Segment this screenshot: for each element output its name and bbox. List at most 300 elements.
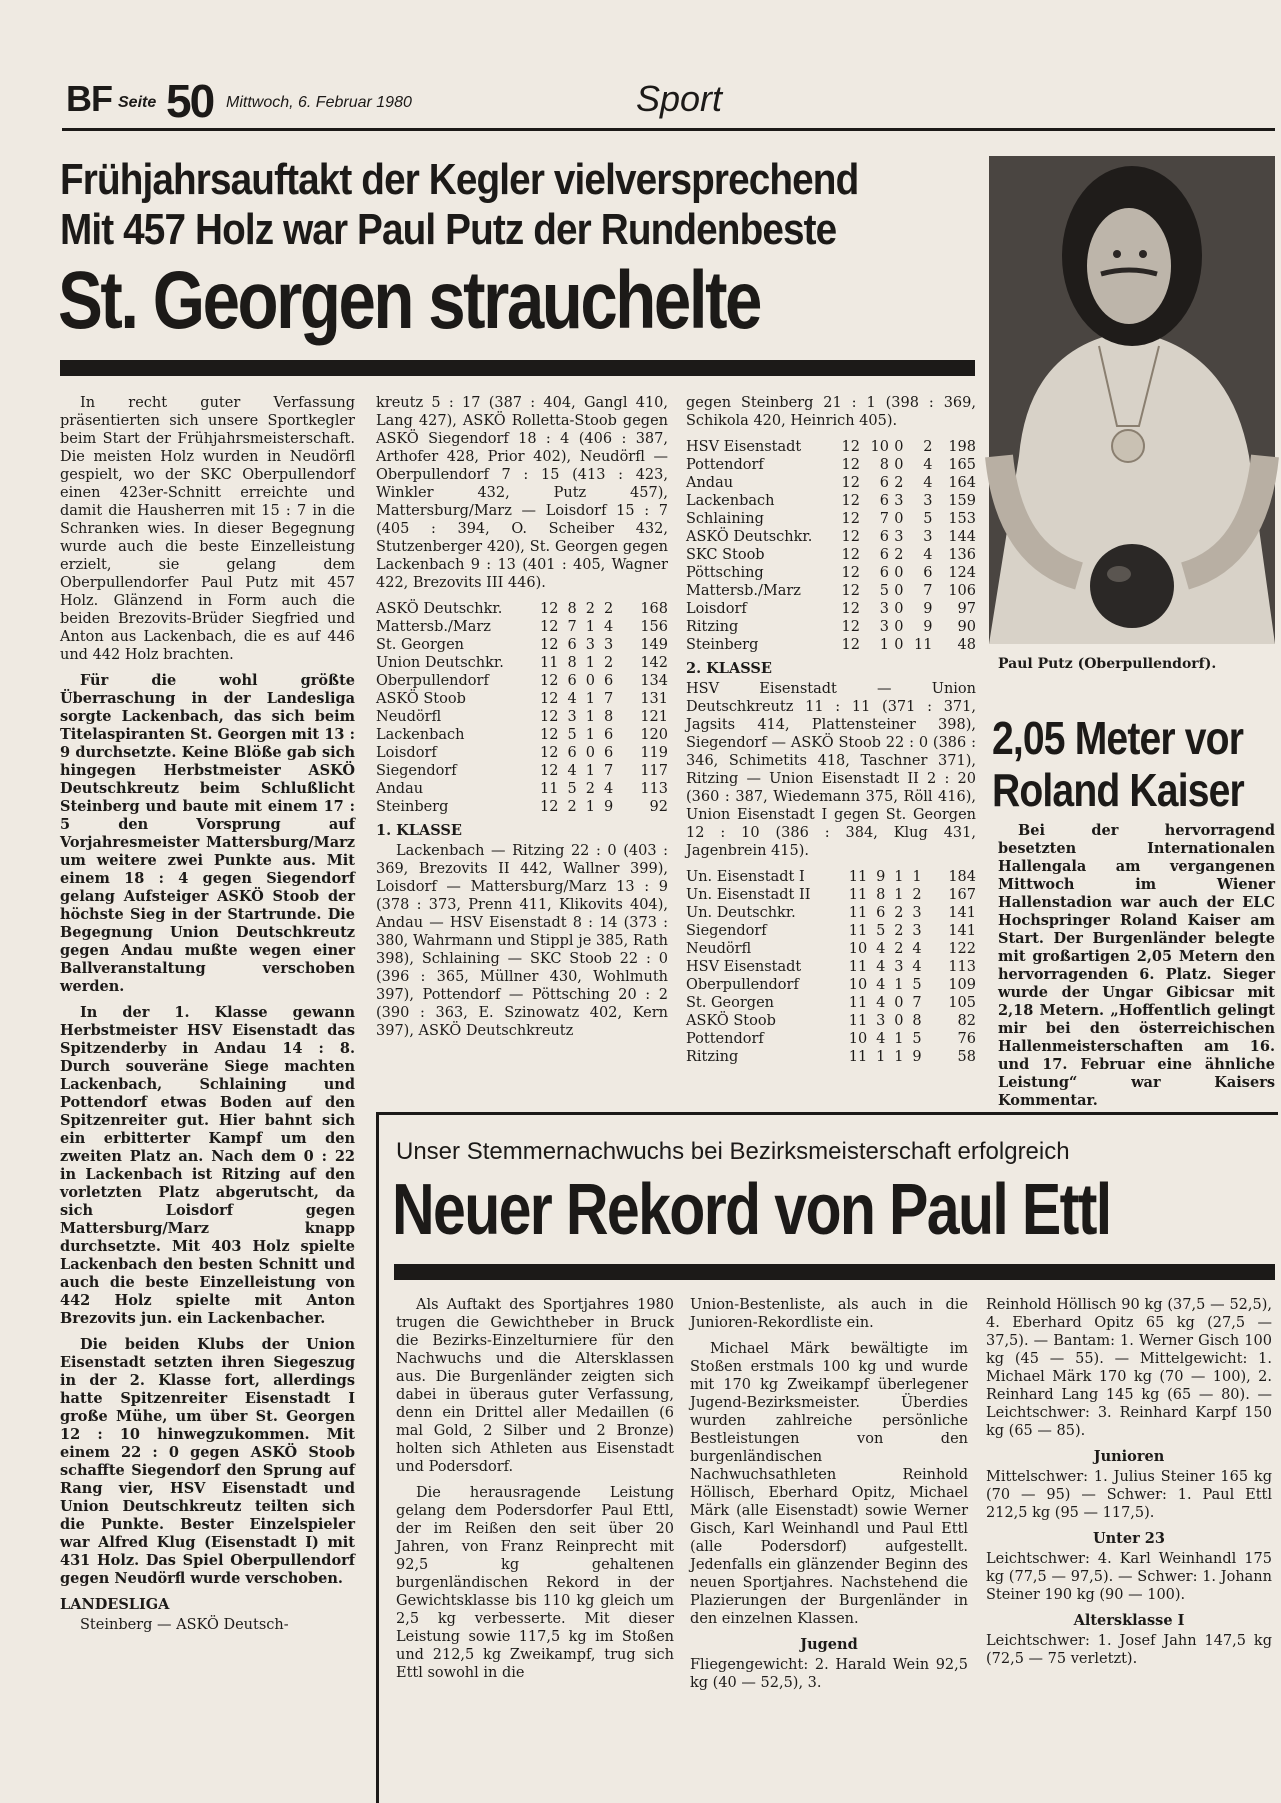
team-stat: 0 (585, 745, 595, 761)
bottom-col2-paragraph-2: Michael Märk bewältigte im Stoßen erstmals 100 kg und wurde mit 170 kg Zweikampf überlegener Jugend-Bezirksmeister. Überdies wurden zahlreiche persönliche Bestleistungen von den burgenländischen Nachwuchsathleten Reinhold Höllisch, Eberhard Opitz, Michael Märk (alle Eisenstadt) sowie Werner Gisch, Karl Weinhandl und Paul Ettl (alle Podersdorf) aufgestellt. Jedenfalls ein glänzender Beginn des neuen Sportjahres. Nachstehend die Plazierungen der Burgenländer in den einzelnen Klassen. (690, 1341, 968, 1627)
team-stat: 4 (923, 547, 933, 563)
team-stat: 92 (649, 799, 668, 815)
altersklasse-results: Leichtschwer: 1. Josef Jahn 147,5 kg (72,5 — 75 verletzt). (986, 1633, 1272, 1667)
standings-klasse2 (686, 868, 976, 1066)
team-name: Steinberg (686, 637, 759, 653)
team-stat: 6 (567, 745, 577, 761)
team-stat: 2 (894, 923, 904, 939)
team-stat: 5 (876, 923, 886, 939)
main-article-col3 (686, 394, 976, 1066)
col1-paragraph-2: Für die wohl größte Überraschung in der Landesliga sorgte Lackenbach, das sich beim Titelaspiranten St. Georgen mit 13 : 9 durchsetzte. Keine Blöße gab sich hingegen Herbstmeister ASKÖ Deutschkreutz beim Schlußlicht Steinberg und baute mit einem 17 : 5 den Vorsprung auf Vorjahresmeister Mattersburg/Marz um weitere zwei Punkte aus. Mit einem 18 : 4 gegen Siegendorf gelang Aufsteiger ASKÖ Stoob der höchste Sieg in der Startrunde. Die Begegnung Union Deutschkreutz gegen Andau mußte wegen einer Ballveranstaltung verschoben werden. (60, 672, 355, 995)
team-stat: 12 (540, 691, 559, 707)
standings-klasse1 (686, 438, 976, 654)
team-name: ASKÖ Stoob (686, 1013, 776, 1029)
team-stat: 8 (879, 457, 889, 473)
team-stat: 3 (923, 493, 933, 509)
team-stat: 119 (640, 745, 668, 761)
standings-row (686, 582, 976, 600)
team-stat: 2 (585, 781, 595, 797)
standings-row (376, 600, 668, 618)
main-article-col2 (376, 394, 668, 1048)
team-stat: 12 (841, 547, 860, 563)
team-stat: 9 (923, 619, 933, 635)
team-stat: 0 (894, 601, 904, 617)
headline-subtitles (60, 155, 859, 255)
team-stat: 2 (567, 799, 577, 815)
team-stat: 8 (604, 709, 614, 725)
team-name: Mattersb./Marz (376, 619, 491, 635)
team-stat: 12 (540, 745, 559, 761)
team-stat: 3 (567, 709, 577, 725)
team-stat: 3 (585, 637, 595, 653)
team-name: Loisdorf (376, 745, 437, 761)
team-stat: 3 (923, 529, 933, 545)
team-stat: 120 (640, 727, 668, 743)
team-stat: 0 (894, 995, 904, 1011)
team-stat: 6 (879, 529, 889, 545)
team-name: Oberpullendorf (376, 673, 489, 689)
jugend-heading: Jugend (800, 1636, 858, 1653)
standings-row (686, 546, 976, 564)
col2-paragraph-1: kreutz 5 : 17 (387 : 404, Gangl 410, Lang 427), ASKÖ Rolletta-Stoob gegen ASKÖ Siegendorf 18 : 4 (406 : 387, Arthofer 428, Prior 402), Neudörfl — Oberpullendorf 7 : 15 (413 : 423, Winkler 432, Putz 457), Mattersburg/Marz — Loisdorf 15 : 7 (405 : 394, O. Scheiber 432, Stutzenberger 420), St. Georgen gegen Lackenbach 9 : 13 (401 : 405, Wagner 422, Brezovits III 446). (376, 395, 668, 591)
side-headline-line1: 2,05 Meter vor (992, 712, 1244, 764)
team-stat: 12 (540, 763, 559, 779)
standings-row (686, 456, 976, 474)
team-stat: 12 (540, 799, 559, 815)
team-stat: 0 (894, 565, 904, 581)
team-stat: 48 (957, 637, 976, 653)
section-title: Sport (636, 78, 723, 119)
team-name: Andau (686, 475, 734, 491)
team-stat: 11 (848, 1013, 868, 1029)
bottom-col1 (396, 1296, 674, 1690)
standings-row (376, 708, 668, 726)
team-name: Loisdorf (686, 601, 747, 617)
team-stat: 113 (640, 781, 668, 797)
standings-row (686, 492, 976, 510)
standings-row (376, 726, 668, 744)
photo-caption: Paul Putz (Oberpullendorf). (998, 656, 1217, 672)
team-stat: 6 (923, 565, 933, 581)
team-stat: 113 (948, 959, 976, 975)
standings-row (686, 922, 976, 940)
team-stat: 11 (540, 781, 559, 797)
col1-paragraph-1: In recht guter Verfassung präsentierten sich unsere Sportkegler beim Start der Frühjahrsmeisterschaft. Die meisten Holz wurden in Neudörfl gespielt, wo der SKC Oberpullendorf einen 423er-Schnitt erreichte und damit die Hausherren mit 15 : 7 in die Schranken wies. In dieser Begegnung wurde auch die beste Einzelleistung erzielt, sie gelang dem Oberpullendorfer Paul Putz mit 457 Holz. Glänzend in Form auch die beiden Brezovits-Brüder Siegfried und Anton aus Lackenbach, die es auf 446 und 442 Holz brachten. (60, 395, 355, 663)
team-stat: 1 (912, 869, 922, 885)
team-stat: 12 (540, 637, 559, 653)
standings-row (686, 1048, 976, 1066)
main-article-col1 (60, 394, 355, 1642)
newspaper-logo: BF (66, 78, 112, 119)
team-stat: 12 (841, 511, 860, 527)
side-headline (992, 712, 1244, 816)
unter23-heading: Unter 23 (1093, 1530, 1165, 1547)
team-stat: 3 (879, 619, 889, 635)
bottom-col3-results: Reinhold Höllisch 90 kg (37,5 — 52,5), 4. Eberhard Opitz 65 kg (27,5 — 37,5). — Bantam: 1. Werner Gisch 100 kg (45 — 55). — Mittelgewicht: 1. Michael Märk 170 kg (70 — 100), 2. Reinhard Lang 145 kg (65 — 80). — Leichtschwer: 3. Reinhard Karpf 150 kg (65 — 85). (986, 1297, 1272, 1439)
main-headline: St. Georgen strauchelte (58, 255, 760, 346)
team-stat: 4 (876, 977, 886, 993)
team-stat: 156 (640, 619, 668, 635)
team-name: Siegendorf (376, 763, 457, 779)
team-stat: 10 (848, 941, 868, 957)
team-stat: 105 (948, 995, 976, 1011)
team-stat: 5 (879, 583, 889, 599)
standings-row (376, 672, 668, 690)
team-stat: 5 (567, 781, 577, 797)
standings-row (376, 654, 668, 672)
team-name: Pottendorf (686, 457, 764, 473)
team-stat: 1 (894, 887, 904, 903)
col3-paragraph-2: HSV Eisenstadt — Union Deutschkreutz 11 : 11 (371 : 371, Jagsits 414, Plattensteiner 398), Siegendorf — ASKÖ Stoob 22 : 0 (386 : 346, Schimetits 418, Taschner 371), Ritzing — Union Eisenstadt II 2 : 20 (360 : 387, Wiedemann 375, Röll 416), Union Eisenstadt I gegen St. Georgen 12 : 10 (386 : 384, Klug 431, Jagenbrein 415). (686, 681, 976, 859)
team-stat: 11 (848, 995, 868, 1011)
team-stat: 12 (540, 619, 559, 635)
standings-row (686, 904, 976, 922)
standings-landesliga (376, 600, 668, 816)
standings-row (686, 994, 976, 1012)
team-stat: 6 (879, 565, 889, 581)
page-number: 50 (166, 75, 214, 127)
issue-date: Mittwoch, 6. Februar 1980 (226, 94, 412, 111)
team-stat: 7 (923, 583, 933, 599)
standings-row (686, 958, 976, 976)
junioren-heading: Junioren (1093, 1448, 1165, 1465)
team-name: Siegendorf (686, 923, 767, 939)
team-stat: 8 (876, 887, 886, 903)
headline-line1: Frühjahrsauftakt der Kegler vielversprechend (60, 155, 859, 204)
page-label: Seite (118, 94, 157, 111)
team-stat: 82 (957, 1013, 976, 1029)
team-stat: 2 (894, 905, 904, 921)
standings-row (686, 600, 976, 618)
team-stat: 6 (879, 493, 889, 509)
standings-row (686, 564, 976, 582)
team-name: St. Georgen (686, 995, 775, 1011)
portrait-illustration (989, 156, 1275, 644)
team-stat: 165 (948, 457, 976, 473)
standings-row (376, 744, 668, 762)
team-name: Union Deutschkr. (376, 655, 504, 671)
team-stat: 7 (604, 763, 614, 779)
team-stat: 4 (604, 781, 614, 797)
team-name: Oberpullendorf (686, 977, 799, 993)
klasse2-heading: 2. KLASSE (686, 660, 772, 677)
team-stat: 1 (894, 1049, 904, 1065)
team-stat: 76 (957, 1031, 976, 1047)
team-stat: 12 (841, 565, 860, 581)
team-stat: 1 (585, 727, 595, 743)
team-stat: 168 (640, 601, 668, 617)
team-name: Un. Deutschkr. (686, 905, 796, 921)
team-stat: 4 (923, 475, 933, 491)
team-name: Schlaining (686, 511, 764, 527)
team-stat: 134 (640, 673, 668, 689)
team-name: ASKÖ Stoob (376, 691, 466, 707)
headline-rule (60, 360, 975, 376)
team-stat: 3 (912, 923, 922, 939)
team-name: ASKÖ Deutschkr. (376, 601, 503, 617)
team-stat: 0 (894, 439, 904, 455)
team-stat: 9 (876, 869, 886, 885)
team-stat: 184 (948, 869, 976, 885)
team-stat: 0 (894, 511, 904, 527)
team-stat: 6 (604, 673, 614, 689)
team-stat: 0 (585, 673, 595, 689)
team-stat: 8 (567, 655, 577, 671)
team-stat: 10 (848, 1031, 868, 1047)
bottom-kicker: Unser Stemmernachwuchs bei Bezirksmeisterschaft erfolgreich (396, 1138, 1070, 1165)
team-stat: 0 (894, 637, 904, 653)
standings-row (376, 618, 668, 636)
team-stat: 2 (912, 887, 922, 903)
unter23-results: Leichtschwer: 4. Karl Weinhandl 175 kg (77,5 — 97,5). — Schwer: 1. Johann Steiner 190 kg (90 — 100). (986, 1551, 1272, 1603)
team-stat: 8 (567, 601, 577, 617)
team-stat: 6 (567, 673, 577, 689)
landesliga-heading: LANDESLIGA (60, 1596, 170, 1613)
team-stat: 12 (841, 475, 860, 491)
team-name: Mattersb./Marz (686, 583, 801, 599)
team-stat: 4 (876, 1031, 886, 1047)
team-stat: 1 (585, 763, 595, 779)
standings-row (686, 886, 976, 904)
standings-row (686, 438, 976, 456)
team-stat: 7 (567, 619, 577, 635)
team-name: Lackenbach (376, 727, 465, 743)
team-stat: 12 (841, 619, 860, 635)
team-name: Un. Eisenstadt I (686, 869, 805, 885)
standings-row (376, 780, 668, 798)
team-stat: 0 (894, 583, 904, 599)
team-stat: 12 (841, 457, 860, 473)
team-stat: 1 (585, 655, 595, 671)
team-stat: 6 (876, 905, 886, 921)
team-stat: 11 (848, 923, 868, 939)
team-stat: 90 (957, 619, 976, 635)
team-stat: 136 (948, 547, 976, 563)
masthead-rule (62, 128, 1275, 131)
team-stat: 4 (912, 941, 922, 957)
junioren-results: Mittelschwer: 1. Julius Steiner 165 kg (70 — 95) — Schwer: 1. Paul Ettl 212,5 kg (95 — 117,5). (986, 1469, 1272, 1521)
team-stat: 2 (604, 601, 614, 617)
team-stat: 3 (894, 493, 904, 509)
team-stat: 12 (841, 493, 860, 509)
bottom-col1-paragraph-1: Als Auftakt des Sportjahres 1980 trugen die Gewichtheber in Bruck die Bezirks-Einzelturniere für den Nachwuchs und die Altersklassen aus. Die Burgenländer zeigten sich dabei in überaus guter Verfassung, denn ein Drittel aller Medaillen (6 mal Gold, 2 Silber und 2 Bronze) holten sich Athleten aus Eisenstadt und Podersdorf. (396, 1297, 674, 1475)
team-stat: 4 (567, 763, 577, 779)
team-stat: 11 (540, 655, 559, 671)
team-stat: 10 (870, 439, 889, 455)
klasse1-heading: 1. KLASSE (376, 822, 462, 839)
team-name: St. Georgen (376, 637, 465, 653)
team-stat: 5 (912, 1031, 922, 1047)
team-stat: 2 (604, 655, 614, 671)
team-stat: 109 (948, 977, 976, 993)
team-stat: 0 (894, 457, 904, 473)
team-stat: 124 (948, 565, 976, 581)
standings-row (686, 1030, 976, 1048)
team-stat: 142 (640, 655, 668, 671)
team-stat: 6 (604, 745, 614, 761)
team-name: Andau (376, 781, 424, 797)
team-stat: 5 (912, 977, 922, 993)
team-stat: 12 (540, 709, 559, 725)
standings-row (686, 474, 976, 492)
team-stat: 5 (567, 727, 577, 743)
team-stat: 0 (894, 1013, 904, 1029)
col3-paragraph-1: gegen Steinberg 21 : 1 (398 : 369, Schikola 420, Heinrich 405). (686, 395, 976, 429)
bottom-col2-paragraph-1: Union-Bestenliste, als auch in die Junioren-Rekordliste ein. (690, 1297, 968, 1331)
bottom-col2 (690, 1296, 968, 1700)
col2-paragraph-2: Lackenbach — Ritzing 22 : 0 (403 : 369, Brezovits II 442, Wallner 399), Loisdorf — Mattersburg/Marz 13 : 9 (378 : 373, Prenn 411, Klikovits 404), Andau — HSV Eisenstadt 8 : 14 (373 : 380, Wahrmann und Stippl je 385, Rath 398), Schlaining — SKC Stoob 22 : 0 (396 : 365, Müllner 430, Wohlmuth 397), Pottendorf — Pöttsching 20 : 2 (390 : 363, E. Szinowatz 402, Kern 397), ASKÖ Deutschkreutz (376, 843, 668, 1039)
team-stat: 164 (948, 475, 976, 491)
team-stat: 6 (879, 475, 889, 491)
team-stat: 11 (848, 887, 868, 903)
team-stat: 1 (585, 619, 595, 635)
altersklasse-heading: Altersklasse I (1073, 1612, 1185, 1629)
team-stat: 1 (585, 691, 595, 707)
team-stat: 159 (948, 493, 976, 509)
standings-row (686, 940, 976, 958)
team-stat: 9 (604, 799, 614, 815)
team-stat: 121 (640, 709, 668, 725)
team-stat: 12 (540, 673, 559, 689)
bottom-headline-rule (394, 1264, 1275, 1280)
side-headline-line2: Roland Kaiser (992, 764, 1244, 816)
team-stat: 167 (948, 887, 976, 903)
team-stat: 4 (876, 941, 886, 957)
side-article-body (998, 822, 1275, 1109)
team-stat: 12 (841, 583, 860, 599)
team-stat: 58 (957, 1049, 976, 1065)
standings-row (686, 528, 976, 546)
jugend-results: Fliegengewicht: 2. Harald Wein 92,5 kg (40 — 52,5), 3. (690, 1657, 968, 1691)
team-stat: 3 (604, 637, 614, 653)
team-stat: 4 (923, 457, 933, 473)
team-stat: 4 (912, 959, 922, 975)
photo-paul-putz (989, 156, 1275, 644)
standings-row (686, 1012, 976, 1030)
team-name: HSV Eisenstadt (686, 959, 802, 975)
team-stat: 7 (879, 511, 889, 527)
team-name: Pottendorf (686, 1031, 764, 1047)
standings-row (376, 798, 668, 816)
team-stat: 12 (841, 439, 860, 455)
team-name: ASKÖ Deutschkr. (686, 529, 813, 545)
team-stat: 2 (894, 475, 904, 491)
standings-row (376, 636, 668, 654)
team-name: Lackenbach (686, 493, 775, 509)
team-name: Un. Eisenstadt II (686, 887, 811, 903)
standings-row (686, 636, 976, 654)
team-name: Steinberg (376, 799, 449, 815)
team-stat: 122 (948, 941, 976, 957)
team-stat: 1 (585, 709, 595, 725)
team-stat: 12 (841, 529, 860, 545)
standings-row (686, 510, 976, 528)
headline-line2: Mit 457 Holz war Paul Putz der Rundenbeste (60, 205, 837, 254)
team-stat: 3 (894, 529, 904, 545)
col1-paragraph-4: Die beiden Klubs der Union Eisenstadt setzten ihren Siegeszug in der 2. Klasse fort, allerdings hatte Spitzenreiter Eisenstadt I große Mühe, um über St. Georgen 12 : 10 hinwegzukommen. Mit einem 22 : 0 gegen ASKÖ Stoob schaffte Siegendorf den Sprung auf Rang vier, HSV Eisenstadt und Union Deutschkreutz teilten sich die Punkte. Bester Einzelspieler war Alfred Klug (Eisenstadt I) mit 431 Holz. Das Spiel Oberpullendorf gegen Neudörfl wurde verschoben. (60, 1336, 355, 1587)
team-stat: 1 (894, 1031, 904, 1047)
col1-paragraph-3: In der 1. Klasse gewann Herbstmeister HSV Eisenstadt das Spitzenderby in Andau 14 : 8. Durch souveräne Siege machten Lackenbach, Schlaining und Pottendorf etwas Boden auf den Spitzenreiter gut. Hier bahnt sich ein erbitterter Kampf um den zweiten Platz an. Nach dem 0 : 22 in Lackenbach ist Ritzing auf den vorletzten Platz abgerutscht, da sich Loisdorf gegen Mattersburg/Marz knapp durchsetzte. Mit 403 Holz spielte Lackenbach den besten Schnitt und auch die beste Einzelleistung von 442 Holz spielte mit Anton Brezovits jun. ein Lackenbacher. (60, 1004, 355, 1327)
team-stat: 149 (640, 637, 668, 653)
team-stat: 4 (604, 619, 614, 635)
masthead (66, 72, 1281, 127)
team-stat: 3 (879, 601, 889, 617)
standings-row (686, 618, 976, 636)
bottom-headline: Neuer Rekord von Paul Ettl (392, 1170, 1111, 1250)
team-stat: 97 (957, 601, 976, 617)
team-stat: 6 (567, 637, 577, 653)
team-stat: 4 (876, 995, 886, 1011)
team-stat: 1 (894, 977, 904, 993)
team-stat: 0 (894, 619, 904, 635)
team-stat: 11 (848, 959, 868, 975)
team-stat: 10 (848, 977, 868, 993)
team-stat: 3 (912, 905, 922, 921)
team-stat: 2 (894, 941, 904, 957)
team-name: Ritzing (686, 1049, 739, 1065)
team-stat: 198 (948, 439, 976, 455)
team-stat: 3 (876, 1013, 886, 1029)
team-stat: 1 (876, 1049, 886, 1065)
team-name: SKC Stoob (686, 547, 765, 563)
team-stat: 5 (923, 511, 933, 527)
team-name: Neudörfl (376, 709, 442, 725)
team-stat: 12 (841, 601, 860, 617)
col1-paragraph-5: Steinberg — ASKÖ Deutsch- (80, 1617, 289, 1633)
standings-row (686, 976, 976, 994)
team-name: HSV Eisenstadt (686, 439, 802, 455)
team-stat: 2 (923, 439, 933, 455)
team-name: Pöttsching (686, 565, 764, 581)
team-stat: 153 (948, 511, 976, 527)
standings-row (376, 762, 668, 780)
team-stat: 1 (894, 869, 904, 885)
team-stat: 11 (914, 637, 933, 653)
team-stat: 3 (894, 959, 904, 975)
bottom-col3 (986, 1296, 1272, 1676)
team-stat: 2 (585, 601, 595, 617)
team-stat: 117 (640, 763, 668, 779)
team-stat: 106 (948, 583, 976, 599)
team-stat: 11 (848, 869, 868, 885)
team-stat: 9 (923, 601, 933, 617)
team-stat: 131 (640, 691, 668, 707)
team-stat: 141 (948, 905, 976, 921)
team-stat: 2 (894, 547, 904, 563)
side-article-paragraph: Bei der hervorragend besetzten Internationalen Hallengala am vergangenen Mittwoch im Wiener Hallenstadion war auch der ELC Hochspringer Roland Kaiser am Start. Der Burgenländer belegte mit großartigen 2,05 Metern den hervorragenden 6. Platz. Sieger wurde der Ungar Gibicsar mit 2,18 Metern. „Hoffentlich gelingt mir bei den österreichischen Hallenmeisterschaften am 16. und 17. Februar eine ähnliche Leistung“ war Kaisers Kommentar. (998, 822, 1275, 1109)
team-stat: 4 (567, 691, 577, 707)
team-stat: 12 (540, 601, 559, 617)
team-name: Ritzing (686, 619, 739, 635)
team-stat: 7 (912, 995, 922, 1011)
team-stat: 6 (604, 727, 614, 743)
team-stat: 12 (841, 637, 860, 653)
team-stat: 4 (876, 959, 886, 975)
standings-row (686, 868, 976, 886)
team-stat: 1 (585, 799, 595, 815)
bottom-col1-paragraph-2: Die herausragende Leistung gelang dem Podersdorfer Paul Ettl, der im Reißen den seit über 20 Jahren, von Franz Reinprecht mit 92,5 kg gehaltenen burgenländischen Rekord in der Gewichtsklasse bis 110 kg gleich um 2,5 kg verbesserte. Mit dieser Leistung sowie 117,5 kg im Stoßen und 212,5 kg Zweikampf, trug sich Ettl sowohl in die (396, 1485, 674, 1681)
team-stat: 9 (912, 1049, 922, 1065)
standings-row (376, 690, 668, 708)
team-name: Neudörfl (686, 941, 752, 957)
team-stat: 144 (948, 529, 976, 545)
team-stat: 11 (848, 905, 868, 921)
team-stat: 12 (540, 727, 559, 743)
team-stat: 8 (912, 1013, 922, 1029)
team-stat: 6 (879, 547, 889, 563)
team-stat: 141 (948, 923, 976, 939)
team-stat: 7 (604, 691, 614, 707)
